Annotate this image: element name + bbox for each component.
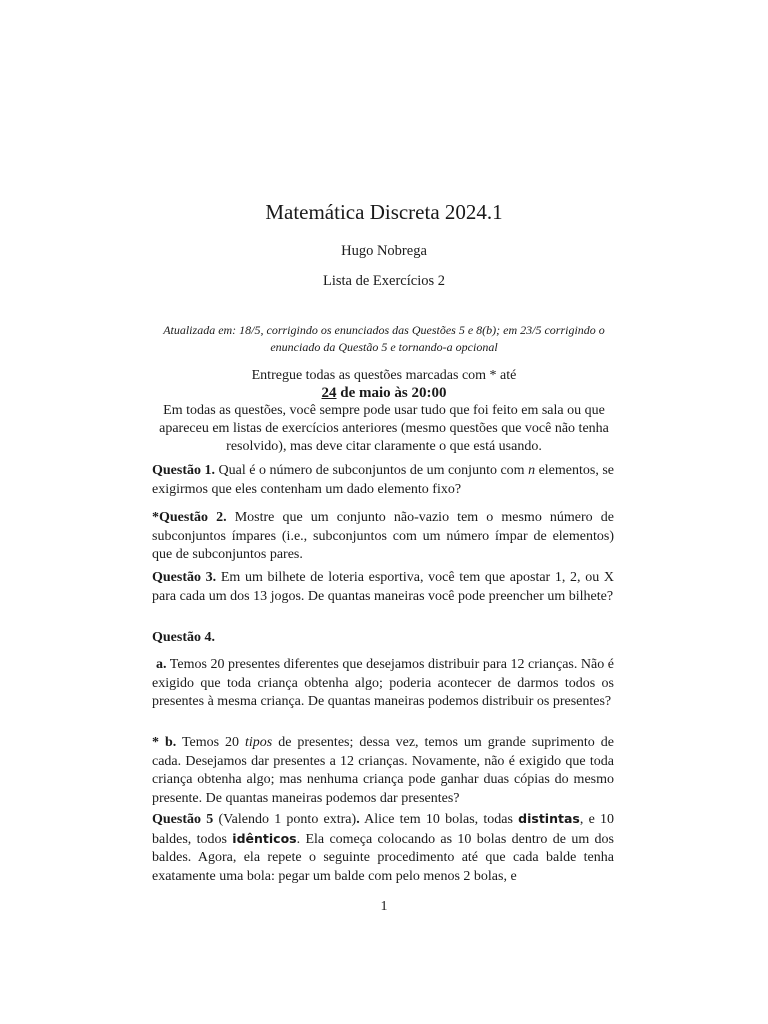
question-4b-text-after: de presentes; dessa vez, temos um grande suprimento de cada. Desejamos dar presentes a 12 crianças. Novamente, não é exigido que toda criança obtenha algo; mas nenhuma criança pode ganhar duas cópias do mesmo presente. De quantas maneiras podemos dar presentes? (152, 735, 614, 806)
document-title: Matemática Discreta 2024.1 (265, 200, 503, 224)
question-4-label: Questão 4. (152, 630, 215, 645)
question-3 (152, 569, 614, 606)
document-author: Hugo Nobrega (341, 243, 427, 259)
page-number: 1 (380, 899, 388, 914)
question-5-label: Questão 5 (152, 812, 214, 827)
question-1-text-before: Qual é o número de subconjuntos de um conjunto com (215, 463, 529, 478)
update-note: Atualizada em: 18/5, corrigindo os enunciados das Questões 5 e 8(b); em 23/5 corrigindo o enunciado da Questão 5 e tornando-a opcional (163, 323, 605, 354)
question-5-text1: Alice tem 10 bolas, todas (359, 812, 519, 827)
instructions: Em todas as questões, você sempre pode usar tudo que foi feito em sala ou que apareceu em listas de exercícios anteriores (mesmo questões que você não tenha resolvido), mas deve citar claramente o que está usando. (159, 403, 609, 454)
deadline-day: 24 (321, 385, 337, 401)
question-5-text3: . Ela começa colocando as 10 bolas dentro de um dos baldes. Agora, ela repete o seguinte procedimento até que cada balde tenha exatamente uma bola: pegar um balde com pelo menos 2 bolas, e (152, 831, 614, 884)
question-5-strong1: distintas (518, 811, 580, 826)
question-5-extra: (Valendo 1 ponto extra) (213, 812, 357, 827)
question-3-text: Em um bilhete de loteria esportiva, você tem que apostar 1, 2, ou X para cada um dos 13 jogos. De quantas maneiras você pode preencher um bilhete? (152, 570, 615, 604)
question-1-label: Questão 1. (152, 463, 216, 478)
question-5-text2: , e 10 baldes, todos (152, 812, 614, 847)
question-3-label: Questão 3. (152, 570, 217, 585)
question-4b-label: * b. (152, 735, 177, 750)
question-4a-label: a. (156, 657, 167, 672)
question-4b-emph: tipos (245, 735, 273, 750)
document-subtitle: Lista de Exercícios 2 (323, 273, 445, 289)
question-5-strong2: idênticos (232, 830, 297, 846)
question-1-var: n (528, 463, 536, 478)
question-4a (152, 656, 614, 712)
question-1 (152, 462, 614, 499)
question-5-period: . (356, 812, 360, 827)
question-4a-text: Temos 20 presentes diferentes que desejamos distribuir para 12 crianças. Não é exigido que toda criança obtenha algo; poderia acontecer de darmos todos os presentes à mesma criança. De quantas maneiras podemos distribuir os presentes? (152, 657, 614, 709)
deadline-rest: de maio às 20:00 (336, 385, 447, 401)
question-1-text-after: elementos, se exigirmos que eles contenham um dado elemento fixo? (152, 463, 615, 497)
question-4b-text-before: Temos 20 (176, 735, 246, 750)
question-2 (152, 509, 614, 565)
deadline-intro: Entregue todas as questões marcadas com * até (251, 368, 517, 383)
question-2-text: Mostre que um conjunto não-vazio tem o mesmo número de subconjuntos ímpares (i.e., subconjuntos com um número ímpar de elementos) que de subconjuntos pares. (152, 510, 614, 562)
question-2-label: *Questão 2. (152, 510, 227, 525)
question-4b (152, 734, 614, 808)
deadline (0, 385, 768, 402)
question-4 (152, 629, 614, 648)
question-5 (152, 810, 614, 886)
